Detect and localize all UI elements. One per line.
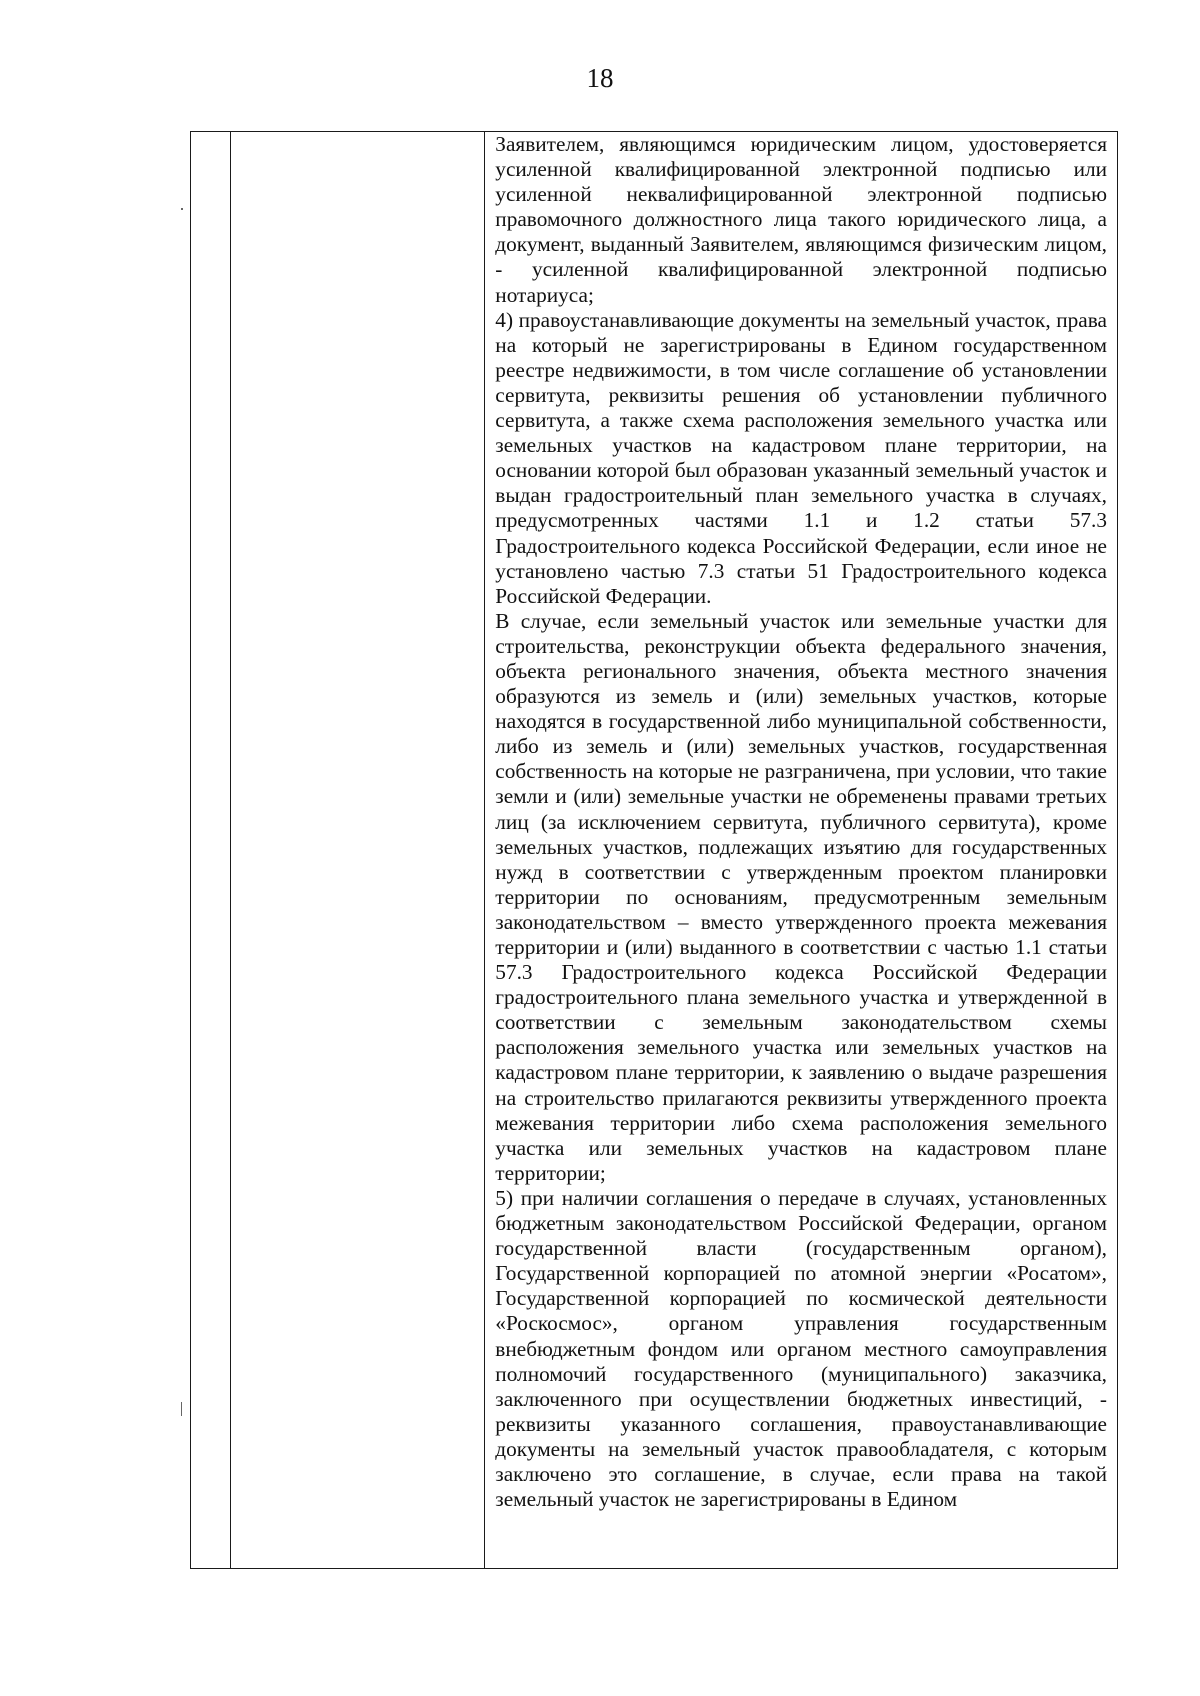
paragraph-land-plot-case: В случае, если земельный участок или земельные участки для строительства, реконструкции объекта федерального значения, объекта регионального значения, объекта местного значения образуются из земель и (или) земельных участков, которые находятся в государственной либо муниципальной собственности, либо из земель и (или) земельных участков, государственная собственность на которые не разграничена, при условии, что такие земли и (или) земельные участки не обременены правами третьих лиц (за исключением сервитута, публичного сервитута), кроме земельных участков, подлежащих изъятию для государственных нужд в соответствии с утвержденным проектом планировки территории по основаниям, предусмотренным земельным законодательством – вместо утвержденного проекта межевания территории и (или) выданного в соответствии с частью 1.1 статьи 57.3 Градостроительного кодекса Российской Федерации градостроительного плана земельного участка и утвержденной в соответствии с земельным законодательством схемы расположения земельного участка или земельных участков на кадастровом плане территории, к заявлению о выдаче разрешения на строительство прилагаются реквизиты утвержденного проекта межевания территории либо схема расположения земельного участка или земельных участков на кадастровом плане территории; [495, 608, 1107, 1185]
paragraph-signature-requirements: Заявителем, являющимся юридическим лицом, удостоверяется усиленной квалифицированной электронной подписью или усиленной неквалифицированной электронной подписью правомочного должностного лица такого юридического лица, а документ, выданный Заявителем, являющимся физическим лицом, - усиленной квалифицированной электронной подписью нотариуса; [495, 132, 1107, 307]
page-number: 18 [586, 63, 614, 93]
cell-text [485, 132, 1117, 1512]
table-cell-content [485, 132, 1118, 1569]
table-cell-title [231, 132, 485, 1569]
requirements-table [190, 131, 1118, 1569]
scan-speck [181, 208, 183, 210]
scan-speck [181, 1402, 182, 1416]
table-row [191, 132, 1118, 1569]
paragraph-item-5: 5) при наличии соглашения о передаче в случаях, установленных бюджетным законодательством Российской Федерации, органом государственной власти (государственным органом), Государственной корпорацией по атомной энергии «Росатом», Государственной корпорацией по космической деятельности «Роскосмос», органом управления государственным внебюджетным фондом или органом местного самоуправления полномочий государственного (муниципального) заказчика, заключенного при осуществлении бюджетных инвестиций, - реквизиты указанного соглашения, правоустанавливающие документы на земельный участок правообладателя, с которым заключено это соглашение, в случае, если права на такой земельный участок не зарегистрированы в Едином [495, 1185, 1107, 1512]
paragraph-item-4: 4) правоустанавливающие документы на земельный участок, права на который не зарегистрированы в Едином государственном реестре недвижимости, в том числе соглашение об установлении сервитута, реквизиты решения об установлении публичного сервитута, а также схема расположения земельного участка или земельных участков на кадастровом плане территории, на основании которой был образован указанный земельный участок и выдан градостроительный план земельного участка в случаях, предусмотренных частями 1.1 и 1.2 статьи 57.3 Градостроительного кодекса Российской Федерации, если иное не установлено частью 7.3 статьи 51 Градостроительного кодекса Российской Федерации. [495, 307, 1107, 608]
table-cell-index [191, 132, 231, 1569]
